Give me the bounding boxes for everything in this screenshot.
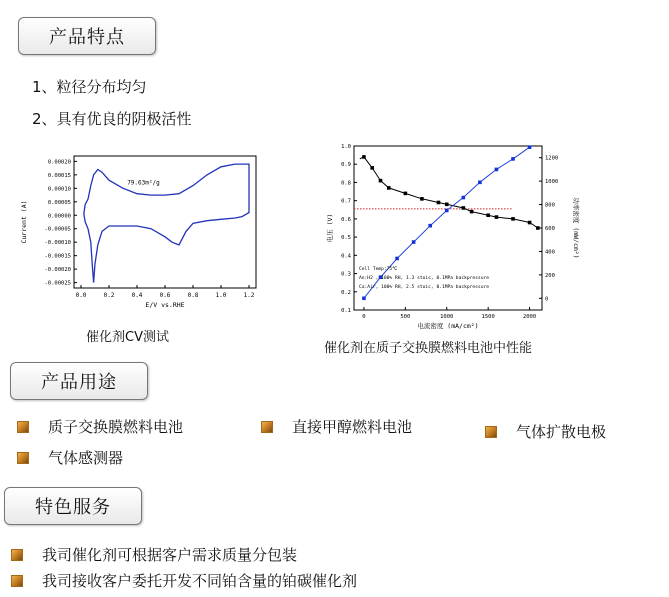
pem-power-point [428,224,432,228]
cv-x-tick-label: 0.8 [187,292,199,299]
cv-chart [16,148,266,318]
uses-section-header: 产品用途 [10,362,148,400]
use-item-pemfc [18,416,183,437]
cv-x-tick-label: 1.2 [243,292,255,299]
pem-y-tick-label: 0.3 [341,271,351,278]
pem-legend-text: An:H2 , 100% RH, 1.3 stoic, 0.1MPa backpressure [359,276,489,281]
pem-voltage-point [462,206,466,210]
pem-legend-text: Cell Temp:75℃ [359,267,398,272]
feature-item-1: 1、粒径分布均匀 [32,78,147,96]
pem-y-tick-label: 0.1 [341,308,351,314]
cv-x-tick-label: 0.0 [75,292,87,299]
bullet-icon [12,550,22,560]
pem-y-tick-label: 0.9 [341,162,351,169]
pem-y-tick-label: 0.7 [341,198,351,205]
cv-x-tick-label: 0.4 [131,292,143,299]
cv-y-tick-label: -0.00010 [44,240,71,247]
pem-legend-text: Ca:Air, 100% RH, 2.5 stoic, 0.1MPa backpressure [359,285,489,290]
use-item-gde [486,421,606,442]
cv-curve-line [84,164,249,283]
cv-y-tick-label: -0.00025 [44,280,71,287]
cv-y-tick-label: -0.00005 [44,226,71,233]
pem-voltage-point [511,217,515,221]
pem-voltage-point [528,221,532,225]
pem-y2-tick-label: 1200 [545,155,559,162]
pem-voltage-point [362,155,366,159]
pem-performance-chart [324,140,584,336]
cv-y-tick-label: 0.00005 [47,199,71,206]
use-item-gas-sensor [18,447,123,468]
pem-voltage-point [387,186,391,190]
pem-x-tick-label: 2000 [522,314,537,320]
pem-y2-tick-label: 600 [545,226,555,232]
feature-item-2: 2、具有优良的阴极活性 [32,110,192,128]
service-item-custom-dev [12,570,357,591]
cv-x-tick-label: 0.2 [103,292,115,299]
cv-x-tick-label: 1.0 [215,292,227,299]
cv-y-tick-label: 0.00020 [47,159,71,166]
pem-x-tick-label: 0 [362,314,366,320]
pem-chart-caption: 催化剂在质子交换膜燃料电池中性能 [324,341,533,356]
bullet-icon [12,576,22,586]
service-section-header: 特色服务 [4,487,142,525]
use-item-dmfc [262,416,412,437]
cv-y-tick-label: 0.00010 [47,186,71,193]
service-item-label: 我司接收客户委托开发不同铂含量的铂碳催化剂 [42,572,358,590]
cv-plot-frame [74,156,256,288]
cv-y-axis-label: Current (A) [20,200,28,244]
pem-y-tick-label: 0.8 [341,180,351,187]
pem-voltage-point [486,213,490,217]
pem-x-axis-label: 电流密度 (mA/cm²) [417,322,479,330]
cv-y-tick-label: -0.00015 [44,253,71,260]
cv-y-tick-label: -0.00020 [44,267,71,274]
pem-voltage-line [360,157,538,228]
cv-x-axis-label: E/V vs.RHE [145,301,185,309]
cv-chart-caption: 催化剂CV测试 [86,330,169,345]
bullet-icon [18,422,28,432]
pem-voltage-point [536,226,540,230]
cv-x-tick-label: 0.6 [159,292,171,299]
pem-power-point [511,157,515,161]
pem-power-point [395,257,399,261]
use-item-label: 气体扩散电极 [516,423,607,441]
pem-y-tick-label: 0.4 [341,253,351,260]
pem-y-tick-label: 0.2 [341,289,351,296]
pem-power-point [478,181,482,185]
bullet-icon [18,453,28,463]
pem-power-point [445,209,449,213]
pem-y2-tick-label: 800 [545,202,555,209]
pem-y-tick-label: 1.0 [341,144,351,150]
pem-y-tick-label: 0.5 [341,235,351,242]
pem-voltage-point [404,192,408,196]
pem-voltage-point [379,179,383,183]
service-item-packaging [12,544,297,565]
pem-x-tick-label: 500 [400,314,411,320]
pem-voltage-point [370,166,374,170]
pem-voltage-point [437,201,441,205]
cv-y-tick-label: 0.00015 [47,172,71,179]
pem-y2-tick-label: 400 [545,249,555,256]
pem-y2-tick-label: 200 [545,272,555,279]
pem-y2-tick-label: 1000 [545,179,559,186]
cv-y-tick-label: 0.00000 [47,213,71,220]
pem-power-point [495,168,499,172]
pem-voltage-point [445,203,449,207]
pem-power-point [362,296,366,300]
bullet-icon [486,427,496,437]
features-section-header: 产品特点 [18,17,156,55]
cv-annotation: 79.63m²/g [127,179,160,187]
use-item-label: 直接甲醇燃料电池 [292,418,413,436]
pem-power-point [462,196,466,200]
pem-power-point [412,240,416,244]
bullet-icon [262,422,272,432]
pem-x-tick-label: 1000 [440,314,454,320]
pem-y-tick-label: 0.6 [341,216,351,223]
use-item-label: 气体感测器 [48,449,124,467]
pem-voltage-point [470,210,474,214]
pem-voltage-point [495,215,499,219]
pem-x-tick-label: 1500 [481,314,495,320]
use-item-label: 质子交换膜燃料电池 [48,418,184,436]
service-item-label: 我司催化剂可根据客户需求质量分包装 [42,546,298,564]
pem-power-point [528,145,532,149]
pem-y-axis-label: 电压 (V) [326,213,334,243]
pem-y2-tick-label: 0 [545,296,549,303]
pem-voltage-point [420,197,424,201]
pem-y2-axis-label: 功率密度 (mW/cm²) [572,197,580,259]
